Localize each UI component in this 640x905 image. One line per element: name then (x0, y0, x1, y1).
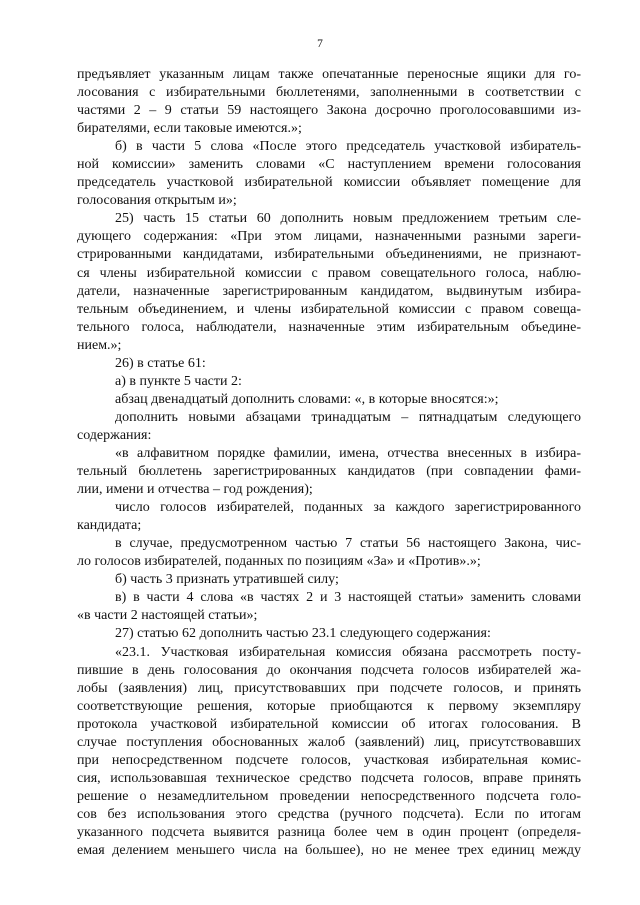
text-line: б) в части 5 слова «После этого председатель участковой избиратель- (115, 139, 581, 155)
text-line: «23.1. Участковая избирательная комиссия обязана рассмотреть посту- (115, 644, 581, 660)
text-line: датели, назначенные зарегистрированным кандидатом, выдвинутым избира- (77, 283, 581, 299)
text-line: тельный бюллетень зарегистрированных кандидатов (при совпадении фами- (77, 464, 581, 480)
text-line: нием.»; (77, 337, 122, 353)
page-number: 7 (317, 38, 323, 50)
paragraph (77, 138, 581, 210)
text-line: пившие в день голосования до окончания подсчета голосов избирателей жа- (77, 662, 581, 678)
text-line: ся члены избирательной комиссии с правом совещательного голоса, наблю- (77, 265, 581, 281)
paragraph (77, 589, 581, 625)
text-line: ло голосов избирателей, поданных по позициям «За» и «Против».»; (77, 554, 481, 570)
document-body (77, 66, 581, 860)
text-line: лобы (заявления) лиц, присутствовавших при подсчете голосов, и принять (77, 680, 581, 696)
text-line: абзац двенадцатый дополнить словами: «, в которые вносятся:»; (115, 391, 499, 407)
text-line: тельного голоса, наблюдатели, назначенные этим избирательным объедине- (77, 319, 581, 335)
text-line: лии, имени и отчества – год рождения); (77, 482, 313, 498)
text-line: стрированными кандидатами, избирательными объединениями, не признают- (77, 247, 581, 263)
paragraph (77, 373, 581, 391)
text-line: дополнить новыми абзацами тринадцатым – пятнадцатым следующего (115, 409, 581, 425)
text-line: соответствующие решения, которые приобщаются к первому экземпляру (77, 698, 581, 714)
text-line: тельным объединением, и члены избирательной комиссии с правом совеща- (77, 301, 581, 317)
text-line: голосования открытым и»; (77, 193, 237, 209)
text-line: частями 2 – 9 статьи 59 настоящего Закона досрочно проголосовавшими из- (77, 103, 581, 119)
text-line: протокола участковой избирательной комиссии об итогах голосования. В (77, 716, 581, 732)
text-line: кандидата; (77, 518, 142, 534)
paragraph (77, 445, 581, 499)
text-line: а) в пункте 5 части 2: (115, 373, 242, 389)
text-line: лосования с избирательными бюллетенями, заполненными в соответствии с (77, 85, 581, 101)
text-line: решение о незамедлительном проведении непосредственного подсчета голо- (77, 788, 581, 804)
paragraph (77, 210, 581, 354)
paragraph (77, 644, 581, 861)
text-line: 25) часть 15 статьи 60 дополнить новым предложением третьим сле- (115, 211, 581, 227)
text-line: бирателями, если таковые имеются.»; (77, 121, 302, 137)
paragraph (77, 355, 581, 373)
paragraph (77, 66, 581, 138)
text-line: «в части 2 настоящей статьи»; (77, 608, 258, 624)
paragraph (77, 409, 581, 445)
paragraph (77, 391, 581, 409)
text-line: в случае, предусмотренном частью 7 статьи 56 настоящего Закона, чис- (115, 536, 581, 552)
text-line: 27) статью 62 дополнить частью 23.1 следующего содержания: (115, 626, 491, 642)
text-line: «в алфавитном порядке фамилии, имена, отчества внесенных в избира- (115, 445, 581, 461)
text-line: ной комиссии» заменить словами «С наступлением времени голосования (77, 157, 581, 173)
text-line: дующего содержания: «При этом лицами, назначенными разными зареги- (77, 229, 581, 245)
text-line: предъявляет указанным лицам также опечатанные переносные ящики для го- (77, 67, 581, 82)
paragraph (77, 499, 581, 535)
text-line: случае поступления обоснованных жалоб (заявлений) лиц, присутствовавших (77, 734, 581, 750)
paragraph (77, 625, 581, 643)
text-line: б) часть 3 признать утратившей силу; (115, 572, 339, 588)
text-line: число голосов избирателей, поданных за каждого зарегистрированного (115, 500, 581, 516)
text-line: сия, использовавшая техническое средство подсчета голосов, вправе принять (77, 770, 581, 786)
text-line: указанного подсчета выявится разница более чем в один процент (определя- (77, 824, 581, 840)
text-line: сов без использования этого средства (ручного подсчета). Если по итогам (77, 806, 581, 822)
paragraph (77, 571, 581, 589)
text-line: емая делением меньшего числа на большее), но не менее трех единиц между (77, 843, 581, 859)
text-line: 26) в статье 61: (115, 355, 206, 371)
text-line: председатель участковой избирательной комиссии объявляет помещение для (77, 175, 581, 191)
text-line: при непосредственном подсчете голосов, участковая избирательная комис- (77, 752, 581, 768)
text-line: в) в части 4 слова «в частях 2 и 3 настоящей статьи» заменить словами (115, 590, 581, 606)
paragraph (77, 535, 581, 571)
text-line: содержания: (77, 427, 152, 443)
